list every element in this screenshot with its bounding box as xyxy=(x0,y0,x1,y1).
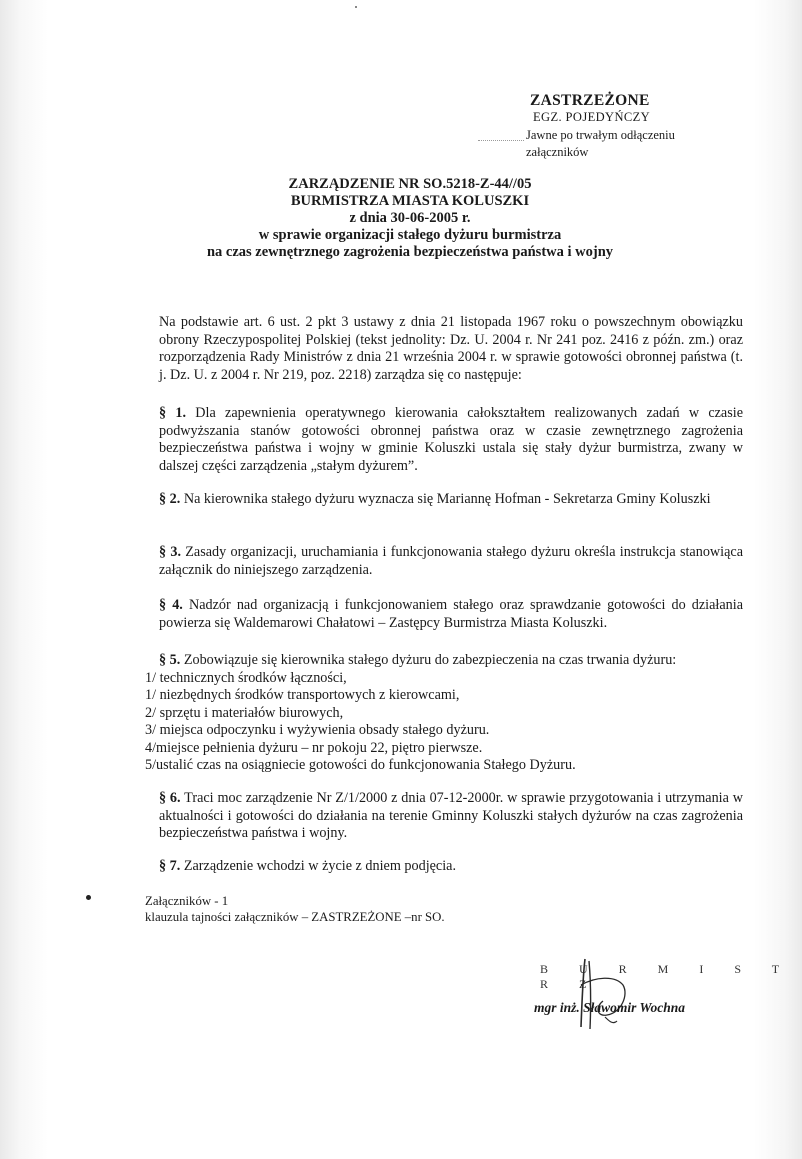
section-7 xyxy=(145,858,743,876)
section-5 xyxy=(145,652,743,775)
heading-line-4: w sprawie organizacji stałego dyżuru burmistrza xyxy=(258,227,562,243)
document-heading xyxy=(150,176,670,261)
section-text: Zarządzenie wchodzi w życie z dniem podjęcia. xyxy=(183,858,457,874)
attachments-note xyxy=(145,893,445,925)
section-text: Zasady organizacji, uruchamiania i funkcjonowania stałego dyżuru określa instrukcja stanowiąca załącznik do niniejszego zarządzenia. xyxy=(159,544,743,578)
section-number: § 3. xyxy=(159,544,181,560)
section-number: § 4. xyxy=(159,597,183,613)
section-number: § 5. xyxy=(159,652,181,668)
list-item: 5/ustalić czas na osiągniecie gotowości do funkcjonowania Stałego Dyżuru. xyxy=(145,757,576,773)
classification-label: ZASTRZEŻONE xyxy=(530,92,650,109)
list-item: 1/ niezbędnych środków transportowych z kierowcami, xyxy=(145,687,460,703)
section-text: Na kierownika stałego dyżuru wyznacza się Mariannę Hofman - Sekretarza Gminy Koluszki xyxy=(183,491,711,507)
heading-line-2: BURMISTRZA MIASTA KOLUSZKI xyxy=(290,193,530,209)
preamble-paragraph xyxy=(145,314,743,384)
scan-speck xyxy=(355,6,357,8)
section-number: § 7. xyxy=(159,858,181,874)
section-4 xyxy=(145,597,743,632)
section-number: § 1. xyxy=(159,405,187,421)
section-6 xyxy=(145,790,743,843)
section-number: § 6. xyxy=(159,790,181,806)
handwritten-signature xyxy=(545,955,655,1035)
list-item: 1/ technicznych środków łączności, xyxy=(145,669,347,686)
dotted-rule xyxy=(478,140,524,141)
bullet-dot xyxy=(86,895,91,900)
section-text: Dla zapewnienia operatywnego kierowania całokształtem realizowanych zadań w czasie podwyższania stanów gotowości obronnej państwa oraz w czasie zewnętrznego zagrożenia bezpieczeństwa państwa i wojny w gminie Koluszki ustala się stały dyżur burmistrza, zwany w dalszej części zarządzenia „stałym dyżurem”. xyxy=(159,405,743,474)
declassification-note: Jawne po trwałym odłączeniu załączników xyxy=(526,128,675,159)
attachments-count: Załączników - 1 xyxy=(145,894,229,908)
section-text: Nadzór nad organizacją i funkcjonowaniem stałego oraz sprawdzanie gotowości do działania powierza się Waldemarowi Chałatowi – Zastępcy Burmistrza Miasta Koluszki. xyxy=(159,597,743,631)
section-text: Traci moc zarządzenie Nr Z/1/2000 z dnia 07-12-2000r. w sprawie przygotowania i utrzymania w aktualności i gotowości do działania na terenie Gminny Koluszki stałych dyżurów na czas zagrożenia bezpieczeństwa państwa i wojny. xyxy=(159,790,743,841)
preamble-text: Na podstawie art. 6 ust. 2 pkt 3 ustawy z dnia 21 listopada 1967 roku o powszechnym obowiązku obrony Rzeczypospolitej Polskiej (tekst jednolity: Dz. U. 2004 r. Nr 241 poz. 2416 z późn. zm.) oraz rozporządzenia Rady Ministrów z dnia 21 września 2004 r. w sprawie gotowości obronnej państwa (t. j. Dz. U. z 2004 r. Nr 219, poz. 2218) zarządza się co następuje: xyxy=(159,314,743,383)
section-number: § 2. xyxy=(159,491,181,507)
list-item: 3/ miejsca odpoczynku i wyżywienia obsady stałego dyżuru. xyxy=(145,722,490,738)
heading-line-1: ZARZĄDZENIE NR SO.5218-Z-44//05 xyxy=(288,176,532,192)
section-text: Zobowiązuje się kierownika stałego dyżuru do zabezpieczenia na czas trwania dyżuru: xyxy=(183,652,677,668)
list-item: 2/ sprzętu i materiałów biurowych, xyxy=(145,704,344,721)
heading-line-3: z dnia 30-06-2005 r. xyxy=(349,210,471,226)
list-item: 4/miejsce pełnienia dyżuru – nr pokoju 22, piętro pierwsze. xyxy=(145,739,483,756)
section-3 xyxy=(145,544,743,579)
section-2 xyxy=(145,491,743,509)
section-1 xyxy=(145,405,743,475)
attachments-clause: klauzula tajności załączników – ZASTRZEŻONE –nr SO. xyxy=(145,910,445,924)
signature-stamp-title: B U R M I S T R Z xyxy=(540,962,793,991)
copy-mark: EGZ. POJEDYŃCZY xyxy=(533,110,651,124)
heading-line-5: na czas zewnętrznego zagrożenia bezpieczeństwa państwa i wojny xyxy=(206,244,614,260)
signatory-name: mgr inż. Sławomir Wochna xyxy=(534,1000,686,1015)
